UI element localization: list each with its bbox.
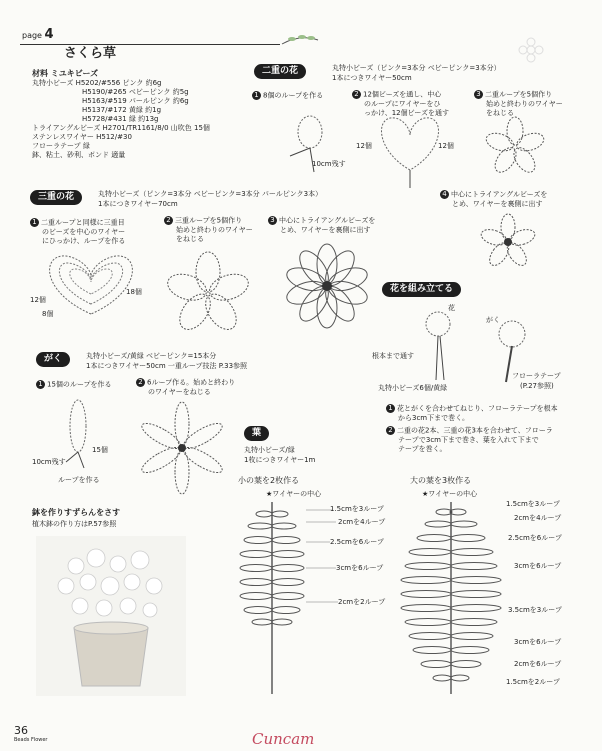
pot-title: 鉢を作りすずらんをさす [32,508,121,517]
label-12-left: 12個 [356,142,372,150]
materials-block [32,69,210,160]
small-leaf-label-4: 2cmを2ループ [338,598,386,606]
triple-step-1: 1 二重ループと同様に三重目 のビーズを中心のワイヤー にひっかけ、ループを作る [30,218,125,246]
potted-flower-photo [36,536,186,696]
center-step-4: 4 中心にトライアングルビーズを とめ、ワイヤーを裏側に出す [440,190,547,209]
small-leaf-label-0: 1.5cmを3ループ [330,505,384,513]
double-spec-2: 1本につきワイヤー50cm [332,74,412,82]
watermark-logo: Cuncam [252,730,315,748]
large-leaf-label-1: 2cmを4ループ [514,514,562,522]
material-line: 丸特小ビーズ H5202/#556 ピンク 約6g [32,79,162,87]
material-line: H5190/#265 ベビーピンク 約5g [82,88,189,96]
leaf-spec-2: 1枚につきワイヤー1m [244,456,316,464]
material-line: フローラテープ 緑 [32,142,90,150]
label-tape: フローラテープ [512,372,561,380]
double-step-3: 3 二重ループを5個作り 始めと終わりのワイヤー をねじる [474,90,563,118]
large-leaf-label-2: 2.5cmを6ループ [508,534,562,542]
calyx-flower-diagram [132,396,232,496]
label-bead: 丸特小ビーズ6個/黄緑 [378,384,448,392]
pot-ref: 植木鉢の作り方はP.57参照 [32,520,117,528]
double-spec-1: 丸特小ビーズ（ピンク=3本分 ベビーピンク=3本分） [332,64,501,72]
label-calyx-10cm: 10cm残す [32,458,66,466]
material-line: H5728/#431 緑 約13g [82,115,159,123]
triple-step3-flower [282,242,372,332]
triple-spec-2: 1本につきワイヤー70cm [98,200,178,208]
material-line: ステンレスワイヤー H512/#30 [32,133,132,141]
calyx-spec-1: 丸特小ビーズ/黄緑 ベビーピンク=15本分 [86,352,217,360]
calyx-spec-2: 1本につきワイヤー50cm 一重ループ技法 P.33参照 [86,362,248,370]
small-wire-center: ★ワイヤーの中心 [266,490,322,498]
leaf-spec-1: 丸特小ビーズ/緑 [244,446,295,454]
center-flower-diagram [474,212,544,282]
double-step3-flower [480,115,550,185]
small-leaf-title: 小の葉を2枚作る [238,476,300,485]
label-calyx-loop: ループを作る [58,476,100,484]
triple-step-2: 2 三重ループを5個作り 始めと終わりのワイヤー をねじる [164,216,253,244]
label-12-right: 12個 [438,142,454,150]
assemble-badge: 花を組み立てる [382,282,461,297]
double-step-1: 1 8個のループを作る [252,91,323,101]
label-18: 18個 [126,288,142,296]
material-line: 鉢、粘土、砂利、ボンド 適量 [32,151,126,159]
triple-step-3: 3 中心にトライアングルビーズを とめ、ワイヤーを裏側に出す [268,216,375,235]
triple-spec-1: 丸特小ビーズ（ピンク=3本分 ベビーピンク=3本分 パールピンク3本） [98,190,323,198]
page-title: さくら草 [64,46,117,61]
small-leaf-label-3: 3cmを6ループ [336,564,384,572]
assemble-diagram-1 [414,304,474,384]
large-leaf-label-5: 3cmを6ループ [514,638,562,646]
assemble-step-2: 2 二重の花2本、三重の花3本を合わせて、フローラ テープで3cm下まで巻き、葉を入れて下まで テープを巻く。 [386,426,553,454]
calyx-badge: がく [36,352,70,367]
assemble-step-1: 1 花とがくを合わせてねじり、フローラテープを根本 から3cm下まで巻く。 [386,404,558,423]
label-12: 12個 [30,296,46,304]
small-leaf-label-1: 2cmを4ループ [338,518,386,526]
large-leaf-diagram [396,498,506,698]
page-number: 36 [14,724,28,737]
label-root: 根本まで通す [372,352,414,360]
small-leaf-diagram [232,498,312,698]
large-leaf-label-6: 2cmを6ループ [514,660,562,668]
materials-heading: 材料 ミユキビーズ [32,69,99,78]
calyx-step-2: 2 6ループ作る。始めと終わり のワイヤーをねじる [136,378,235,397]
large-leaf-label-3: 3cmを6ループ [514,562,562,570]
label-gaku: がく [486,316,500,324]
material-line: トライアングルビーズ H2701/TR1161/8/0 山吹色 15個 [32,124,210,132]
page-label: page 4 [22,27,54,42]
flower-watermark-icon [516,36,546,64]
label-8: 8個 [42,310,54,318]
small-leaf-label-2: 2.5cmを6ループ [330,538,384,546]
material-line: H5137/#172 黄緑 約1g [82,106,162,114]
leaf-badge: 葉 [244,426,269,441]
double-step-2: 2 12個ビーズを通し、中心 のループにワイヤーをひ っかけ、12個ビーズを通す [352,90,449,118]
material-line: H5163/#519 パールピンク 約6g [82,97,189,105]
header-rule [20,44,280,45]
small-leaf-leader-lines [306,500,338,610]
assemble-diagram-2 [486,316,542,386]
large-leaf-label-4: 3.5cmを3ループ [508,606,562,614]
calyx-step-1: 1 15個のループを作る [36,380,112,390]
leaf-ornament-icon [280,30,320,52]
label-calyx-15: 15個 [92,446,108,454]
large-leaf-title: 大の葉を3枚作る [410,476,472,485]
double-flower-badge: 二重の花 [254,64,306,79]
label-hana: 花 [448,304,455,312]
label-10cm: 10cm残す [312,160,346,168]
large-wire-center: ★ワイヤーの中心 [422,490,478,498]
triple-step2-flower [160,250,256,340]
large-leaf-label-0: 1.5cmを3ループ [506,500,560,508]
large-leaf-label-7: 1.5cmを2ループ [506,678,560,686]
footer-small: Beads Flower [14,737,48,743]
label-tape-ref: (P.27参照) [520,382,554,390]
double-step1-diagram [270,110,350,180]
triple-flower-badge: 三重の花 [30,190,82,205]
